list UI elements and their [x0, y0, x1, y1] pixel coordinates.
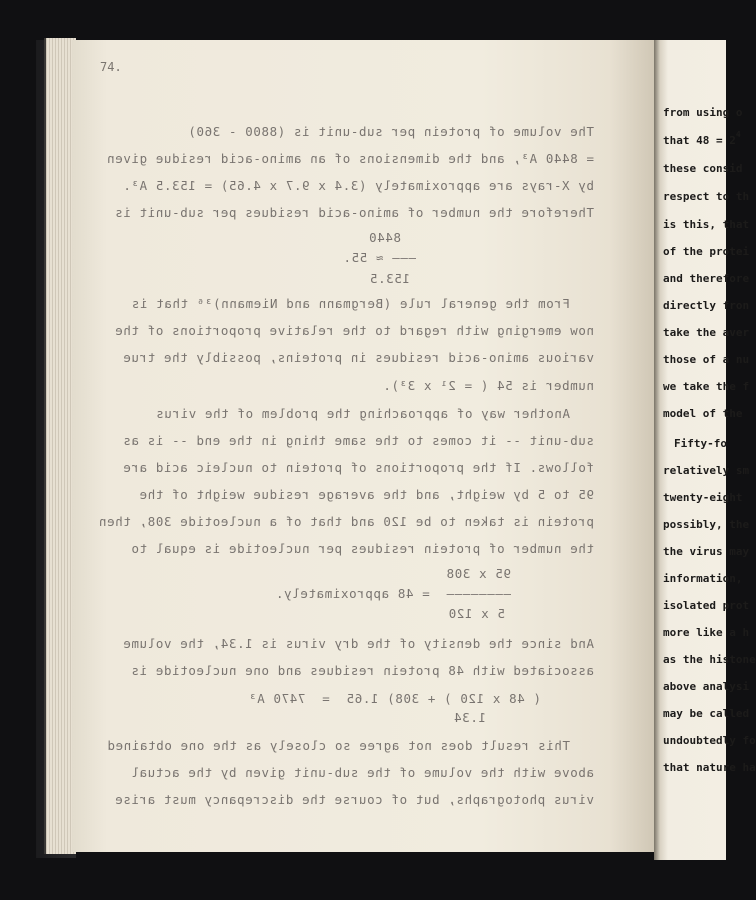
right-page-line: from using o	[663, 106, 743, 119]
right-page-line: take the aver	[663, 326, 750, 339]
mirrored-line: 5 x 120	[448, 606, 505, 621]
right-page-line: relatively sm	[663, 464, 750, 477]
mirrored-line: above with the volume of the sub-unit given by the actual	[130, 765, 594, 780]
mirrored-line: virus photographs, but of course the discrepancy must arise	[114, 792, 594, 807]
right-page-line: above analysi	[663, 680, 750, 693]
right-page-line-text: that 48 = 2	[663, 134, 736, 147]
mirrored-line: 8440	[368, 230, 401, 245]
mirrored-line: This result does not agree so closely as the one obtained	[106, 738, 570, 753]
right-page-line: respect to th	[663, 190, 750, 203]
right-page-line: is this, that	[663, 218, 750, 231]
right-page-line: as the histone	[663, 653, 756, 666]
right-page-line: possibly, the	[663, 518, 750, 531]
page-number: 74.	[100, 60, 122, 74]
mirrored-line: the number of protein residues per nucleotide is equal to	[130, 541, 594, 556]
right-page-line: of the protei	[663, 245, 750, 258]
mirrored-line: 1.34	[453, 710, 486, 725]
right-page-line: twenty-eight	[663, 491, 743, 504]
mirrored-line: follows. If the proportions of protein to nucleic acid are	[122, 460, 594, 475]
right-page-line: isolated prot	[663, 599, 750, 612]
right-page-line: we take the f	[663, 380, 750, 393]
right-page-line: those of a nu	[663, 353, 750, 366]
mirrored-line: 95 x 308	[445, 566, 511, 581]
mirrored-line: protein is taken to be 120 and that of a nucleotide 308, then	[98, 514, 594, 529]
superscript: 4	[735, 130, 741, 139]
mirrored-line: ———————— = 48 approximately.	[275, 586, 511, 601]
right-page-line	[663, 130, 741, 147]
mirrored-line: 153.5	[369, 271, 410, 286]
mirrored-line: ——— ≈ 55.	[342, 250, 416, 265]
mirrored-line: sub-unit -- it comes to the same thing in the end -- is as	[122, 433, 594, 448]
mirrored-line: number is 54 ( = 2¹ x 3³).	[382, 378, 594, 393]
right-page-line: model of the	[663, 407, 743, 420]
mirrored-line: now emerging with regard to the relative proportions of the	[114, 323, 594, 338]
mirrored-line: Another way of approaching the problem of the virus	[155, 406, 570, 421]
mirrored-line: by X-rays are approximately (3.4 x 9.7 x 4.65) = 153.5 A³.	[122, 178, 594, 193]
mirrored-line: = 8440 A³, and the dimensions of an amino-acid residue given	[106, 151, 594, 166]
mirrored-line: Therefore the number of amino-acid residues per sub-unit is	[114, 205, 594, 220]
right-page-line: information,	[663, 572, 743, 585]
mirrored-line: From the general rule (Bergmann and Niemann)³⁶ that is	[131, 296, 570, 311]
right-page-line: and therefore	[663, 272, 750, 285]
mirrored-line: And since the density of the dry virus is 1.34, the volume	[122, 636, 594, 651]
right-page-line: may be called	[663, 707, 750, 720]
right-page-line: undoubtedly fo	[663, 734, 756, 747]
mirrored-line: various amino-acid residues in proteins, possibly the true	[122, 350, 594, 365]
mirrored-line: ( 48 x 120 ) + 308) 1.65 = 7470 A³	[248, 691, 541, 706]
mirrored-line: The volume of protein per sub-unit is (8800 - 360)	[187, 124, 594, 139]
right-page-line: Fifty-fo	[674, 437, 727, 450]
right-page-line: more like a h	[663, 626, 750, 639]
right-page-line: that nature ha	[663, 761, 756, 774]
mirrored-line: 95 to 5 by weight, and the average residue weight of the	[138, 487, 594, 502]
right-page	[654, 40, 756, 860]
mirrored-show-through-text	[72, 40, 656, 852]
mirrored-line: associated with 48 protein residues and one nucleotide is	[130, 663, 594, 678]
right-page-line: these consid	[663, 162, 743, 175]
right-page-line: the virus may	[663, 545, 750, 558]
right-page-line: directly fron	[663, 299, 750, 312]
